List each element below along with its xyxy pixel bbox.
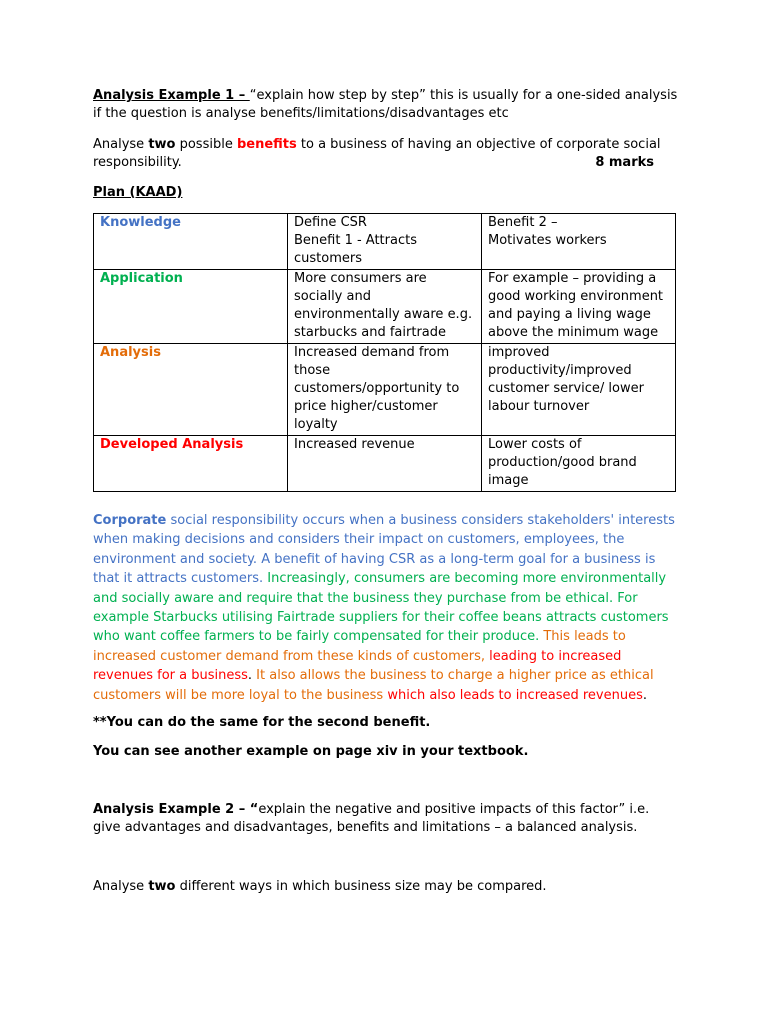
question-1-benefits: benefits [236, 137, 297, 152]
plan-row [94, 214, 676, 270]
plan-row-label: Application [94, 270, 288, 344]
plan-cell-line: Lower costs of production/good brand image [488, 437, 637, 488]
example-1-intro [93, 87, 678, 123]
example-2-intro [93, 801, 678, 837]
plan-row-label: Developed Analysis [94, 436, 288, 492]
plan-heading: Plan (KAAD) [93, 185, 183, 200]
answer-knowledge: Corporate [93, 513, 167, 528]
answer-analysis: It also allows the business to charge a higher price as ethical customers will be more loyal to the business [93, 668, 654, 703]
answer-paragraph [93, 511, 678, 705]
plan-row [94, 436, 676, 492]
example-2-description: explain the negative and positive impacts of this factor” i.e. give advantages and disadvantages, benefits and limitations – a balanced analysis. [93, 802, 650, 835]
plan-cell-line: Benefit 1 - Attracts customers [294, 233, 417, 266]
plan-cell-line: Increased demand from those customers/opportunity to price higher/customer loyalty [294, 345, 460, 432]
answer-developed-analysis: leading to increased revenues for a business [93, 648, 622, 684]
example-2-heading: Analysis Example 2 – “ [93, 802, 259, 817]
question-2-text: different ways in which business size may be compared. [175, 879, 547, 894]
plan-row-label: Knowledge [94, 214, 288, 270]
note-textbook: You can see another example on page xiv in your textbook. [93, 744, 529, 759]
plan-cell-benefit-2 [482, 270, 676, 344]
note-second-benefit: **You can do the same for the second benefit. [93, 715, 431, 730]
answer-analysis: This leads to increased customer demand from these kinds of customers, [93, 629, 626, 664]
plan-cell-line: improved productivity/improved customer service/ lower labour turnover [488, 345, 644, 414]
plan-cell-line: Increased revenue [294, 437, 415, 452]
answer-knowledge: social responsibility occurs when a business considers stakeholders' interests when making decisions and considers their impact on customers, employees, the environment and society. A benefit of having CSR as a long-term goal for a business is that it attracts customers. [93, 513, 675, 587]
plan-cell-line: For example – providing a good working environment and paying a living wage above the minimum wage [488, 271, 664, 340]
question-1-text: to a business of having an objective of corporate social responsibility. [93, 137, 661, 170]
question-2 [93, 878, 678, 896]
plan-cell-benefit-1 [288, 270, 482, 344]
plan-row-label: Analysis [94, 344, 288, 436]
plan-cell-line: Benefit 2 – [488, 215, 558, 230]
plan-cell-benefit-2 [482, 214, 676, 270]
plan-cell-benefit-1 [288, 344, 482, 436]
answer-text: . [247, 668, 253, 684]
question-2-text: Analyse [93, 879, 149, 894]
plan-cell-line: Motivates workers [488, 233, 607, 248]
question-1 [93, 136, 678, 172]
question-1-two: two [148, 137, 176, 152]
question-1-text: Analyse [93, 137, 149, 152]
plan-row [94, 270, 676, 344]
question-1-text: possible [175, 137, 237, 152]
plan-row [94, 344, 676, 436]
plan-cell-benefit-2 [482, 436, 676, 492]
plan-cell-benefit-1 [288, 214, 482, 270]
plan-cell-line: Define CSR [294, 215, 367, 230]
answer-developed-analysis: which also leads to increased revenues [383, 687, 643, 703]
plan-cell-benefit-1 [288, 436, 482, 492]
question-1-marks: 8 marks [595, 155, 654, 170]
example-1-description: “explain how step by step” this is usually for a one-sided analysis if the question is analyse benefits/limitations/disadvantages etc [93, 88, 678, 121]
question-2-two: two [148, 879, 176, 894]
plan-cell-benefit-2 [482, 344, 676, 436]
plan-cell-line: More consumers are socially and environmentally aware e.g. starbucks and fairtrade [294, 271, 473, 340]
plan-table [93, 213, 676, 492]
answer-application: Increasingly, consumers are becoming more environmentally and socially aware and require that the business they purchase from be ethical. For example Starbucks utilising Fairtrade suppliers for their coffee beans attracts customers who want coffee farmers to be fairly compensated for their produce. [93, 571, 669, 645]
example-1-heading: Analysis Example 1 – [93, 88, 250, 103]
answer-text: . [642, 687, 648, 703]
